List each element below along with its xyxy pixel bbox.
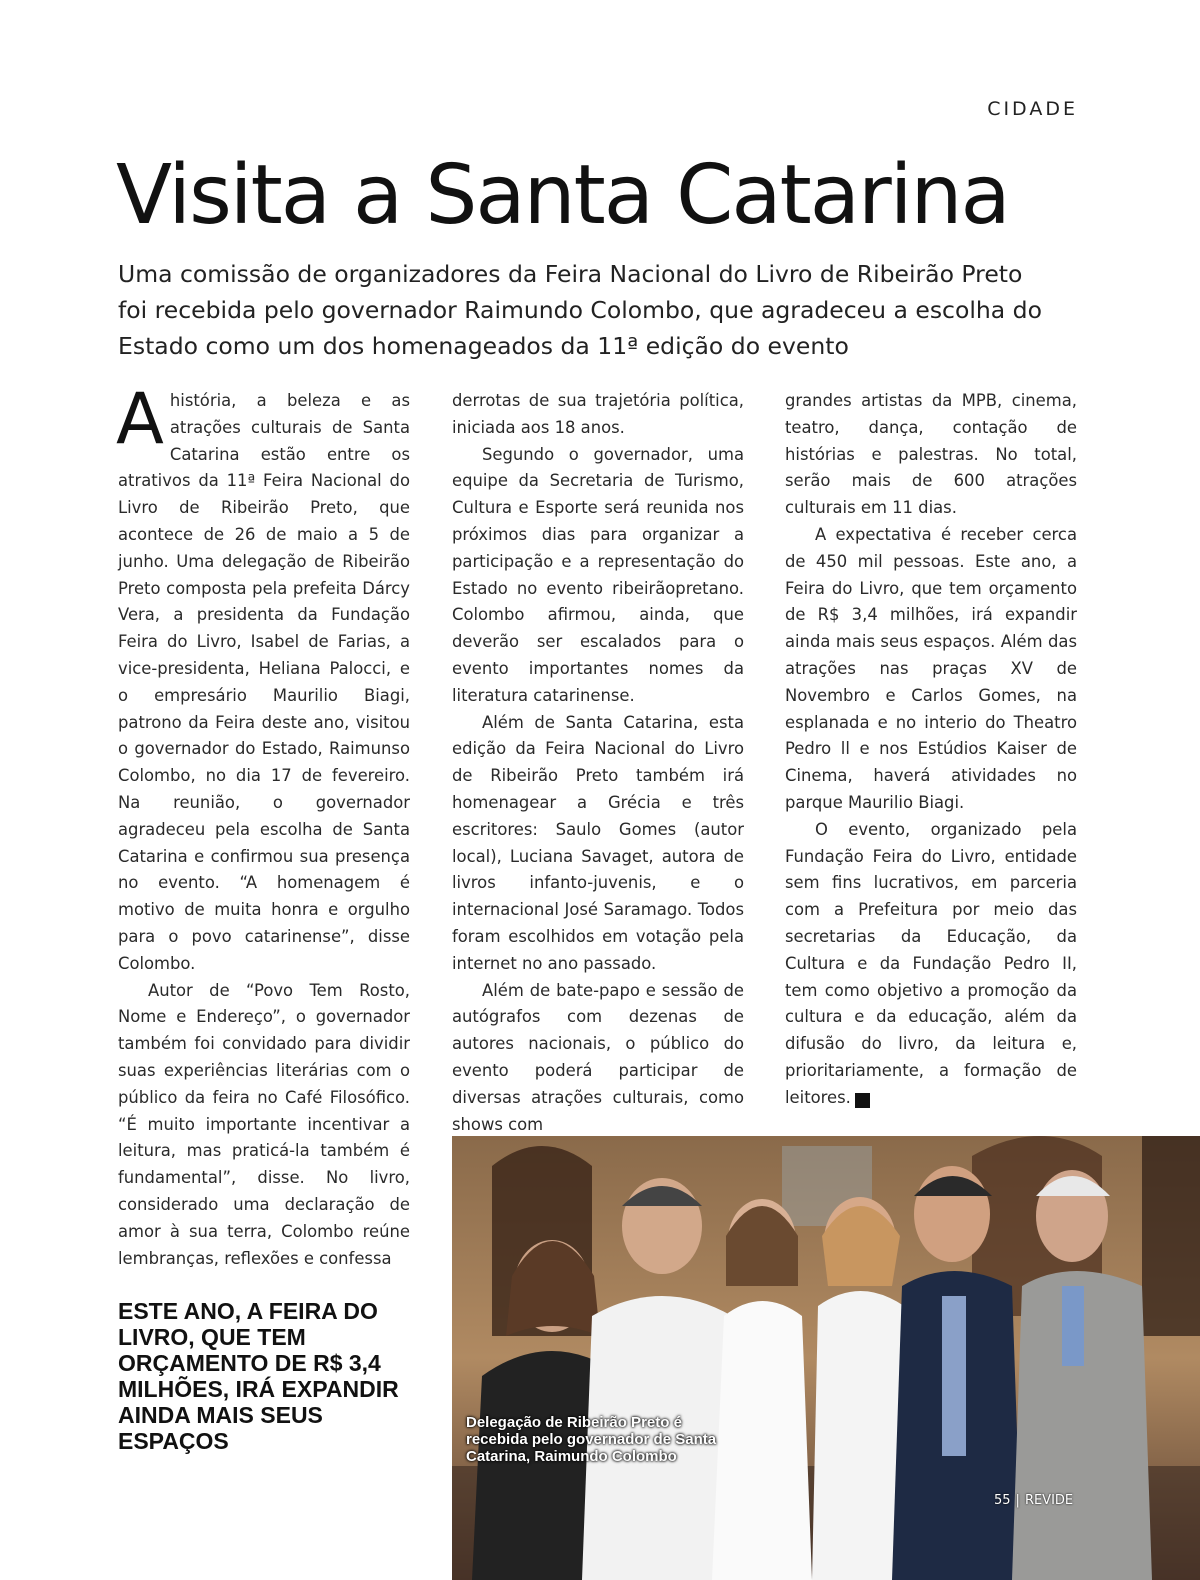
drop-cap: A [116, 378, 164, 460]
paragraph [116, 378, 410, 978]
end-of-article-icon: r [855, 1093, 870, 1108]
photo-caption: Delegação de Ribeirão Preto é recebida pelo governador de Santa Catarina, Raimundo Colombo [466, 1414, 717, 1465]
paragraph-text: O evento, organizado pela Fundação Feira do Livro, entidade sem fins lucrativos, em parceria com a Prefeitura por meio das secretarias da Educação, da Cultura e da Fundação Pedro II, tem como objetivo a promoção da cultura e da educação, além da difusão do livro, da leitura e, prioritariamente, a formação de leitores. [785, 819, 1077, 1107]
magazine-name: REVIDE [1024, 1493, 1074, 1508]
paragraph: A expectativa é receber cerca de 450 mil pessoas. Este ano, a Feira do Livro, que tem orçamento de R$ 3,4 milhões, irá expandir ainda mais seus espaços. Além das atrações nas praças XV de Novembro e Carlos Gomes, na esplanada e no interio do Theatro Pedro ll e nos Estúdios Kaiser de Cinema, haverá atividades no parque Maurilio Biagi. [785, 524, 1077, 812]
paragraph: Além de Santa Catarina, esta edição da Feira Nacional do Livro de Ribeirão Preto também irá homenagear a Grécia e três escritores: Saulo Gomes (autor local), Luciana Savaget, autora de livros infanto-juvenis, e o internacional José Saramago. Todos foram escolhidos em votação pela internet no ano passado. [452, 712, 744, 973]
article-title: Visita a Santa Catarina [116, 148, 1009, 243]
paragraph-text: história, a beleza e as atrações culturais de Santa Catarina estão entre os atrativos da 11ª Feira Nacional do Livro de Ribeirão Preto, que acontece de 26 de maio a 5 de junho. Uma delegação de Ribeirão Preto composta pela prefeita Dárcy Vera, a presidenta da Fundação Feira do Livro, Isabel de Farias, a vice-presidenta, Heliana Palocci, e o empresário Maurilio Biagi, patrono da Feira deste ano, visitou o governador do Estado, Raimunso Colombo, no dia 17 de fevereiro. Na reunião, o governador agradeceu pela escolha de Santa Catarina e confirmou sua presença no evento. “A homenagem é motivo de muita honra e orgulho para o povo catarinense”, disse Colombo. [118, 391, 410, 973]
paragraph: Segundo o governador, uma equipe da Secretaria de Turismo, Cultura e Esporte será reunida nos próximos dias para organizar a participação e a representação do Estado no evento ribeirãopretano. Colombo afirmou, ainda, que deverão ser escalados para o evento importantes nomes da literatura catarinense. [452, 444, 744, 705]
paragraph [785, 817, 1077, 1112]
page-footer [994, 1493, 1073, 1508]
paragraph: grandes artistas da MPB, cinema, teatro, dança, contação de histórias e palestras. No total, serão mais de 600 atrações culturais em 11 dias. [785, 391, 1077, 518]
article-column-2 [452, 388, 744, 1138]
page-number: 55 [994, 1493, 1011, 1508]
group-photo [452, 1136, 1200, 1580]
paragraph: derrotas de sua trajetória política, iniciada aos 18 anos. [452, 391, 744, 437]
section-label: CIDADE [987, 98, 1078, 120]
paragraph: Além de bate-papo e sessão de autógrafos com dezenas de autores nacionais, o público do evento poderá participar de diversas atrações culturais, como shows com [452, 980, 744, 1134]
pull-quote: ESTE ANO, A FEIRA DO LIVRO, QUE TEM ORÇAMENTO DE R$ 3,4 MILHÕES, IRÁ EXPANDIR AINDA MAIS SEUS ESPAÇOS [118, 1298, 399, 1454]
group-photo-illustration [452, 1136, 1200, 1580]
paragraph: Autor de “Povo Tem Rosto, Nome e Endereço”, o governador também foi convidado para dividir suas experiências literárias com o público da feira no Café Filosófico. “É muito importante incentivar a leitura, mas praticá-la também é fundamental”, disse. No livro, considerado uma declaração de amor à sua terra, Colombo reúne lembranças, reflexões e confessa [118, 980, 410, 1268]
article-column-3 [785, 388, 1077, 1112]
article-lead: Uma comissão de organizadores da Feira Nacional do Livro de Ribeirão Preto foi recebida pelo governador Raimundo Colombo, que agradeceu a escolha do Estado como um dos homenageados da 11ª edição do evento [118, 260, 1042, 360]
footer-separator: | [1015, 1493, 1020, 1508]
article-column-1 [116, 378, 410, 1272]
